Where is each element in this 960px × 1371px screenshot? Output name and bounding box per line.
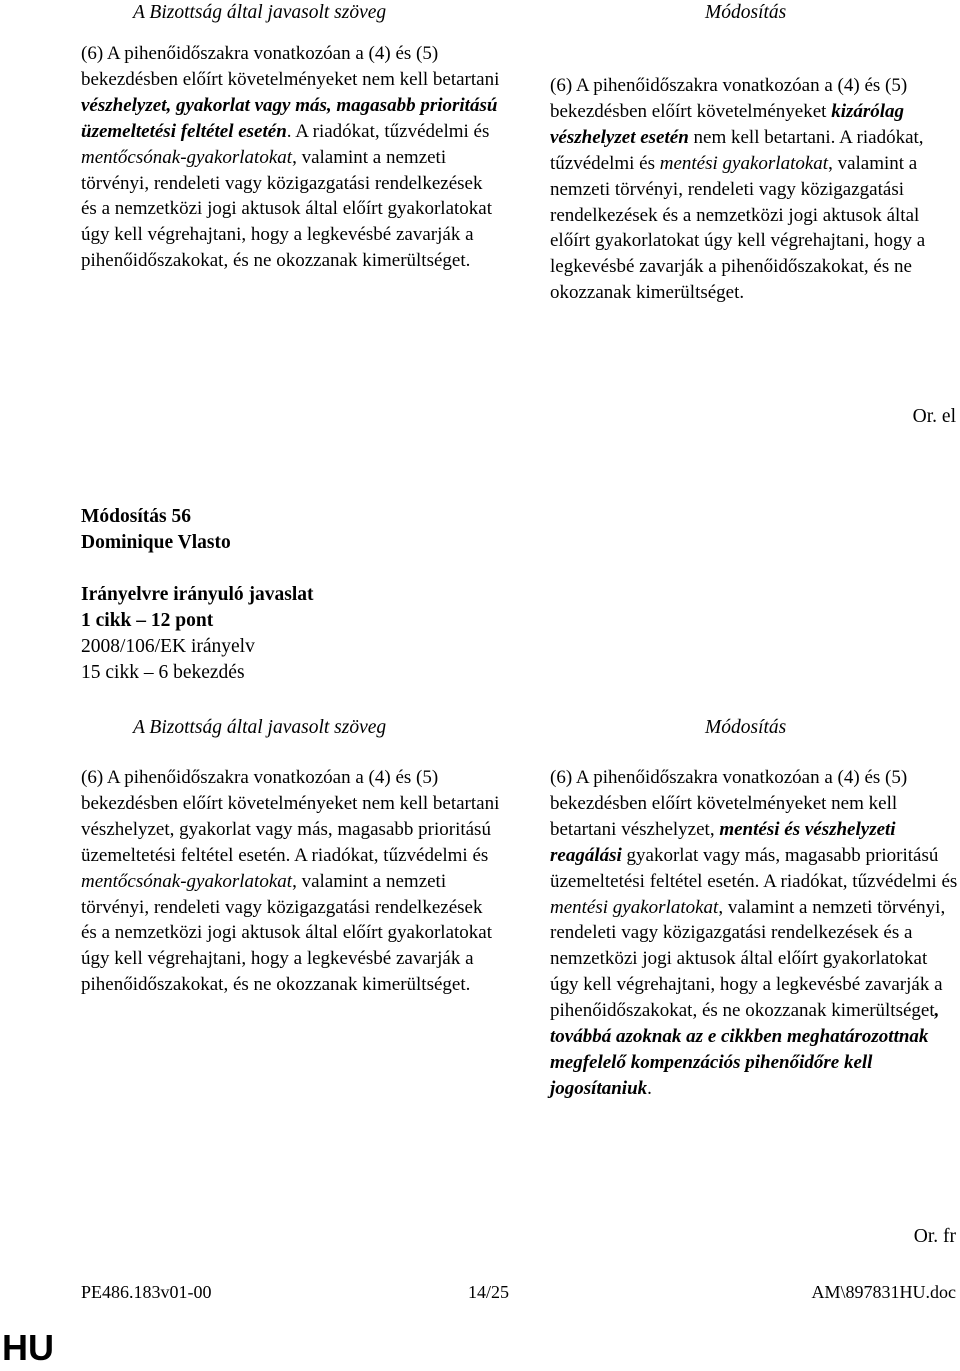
text-run-bold-italic: vészhelyzet, gyakorlat vagy más, magasabb prioritású üzemeltetési feltétel esetén <box>81 94 498 142</box>
text-run: (6) A pihenőidőszakra vonatkozóan a (4) és (5) bekezdésben előírt követelményeket nem kell betartani vészhelyzet, <box>550 767 908 840</box>
article-reference: 1 cikk – 12 pont <box>81 610 214 631</box>
footer-document-name: AM\897831HU.doc <box>811 1282 956 1302</box>
section2-left-heading: A Bizottság által javasolt szöveg <box>133 717 387 738</box>
footer-reference: PE486.183v01-00 <box>81 1282 212 1302</box>
paragraph-reference: 15 cikk – 6 bekezdés <box>81 662 245 683</box>
section2-commission-text <box>81 765 501 998</box>
text-run-italic: mentőcsónak-gyakorlatokat <box>81 870 293 892</box>
text-run: , valamint a nemzeti törvényi, rendeleti vagy közigazgatási rendelkezések és a nemzetközi jogi aktusok által előírt gyakorlatokat úgy kell végrehajtani, hogy a legkevésbé zavarják a pihenőidőszakokat, és ne okozzanak kimerültséget. <box>81 146 493 272</box>
section2-original-language: Or. fr <box>913 1226 956 1247</box>
section2-amendment-text <box>550 765 958 1102</box>
text-run: , valamint a nemzeti törvényi, rendeleti vagy közigazgatási rendelkezések és a nemzetközi jogi aktusok által előírt gyakorlatokat úgy kell végrehajtani, hogy a legkevésbé zavarják a pihenőidőszakokat, és ne okozzanak kimerültséget. <box>81 870 493 996</box>
language-code: HU <box>2 1327 54 1368</box>
text-run: , valamint a nemzeti törvényi, rendeleti vagy közigazgatási rendelkezések és a nemzetközi jogi aktusok által előírt gyakorlatokat úgy kell végrehajtani, hogy a legkevésbé zavarják a pihenőidőszakokat, és ne okozzanak kimerültséget <box>550 896 946 1022</box>
text-run: (6) A pihenőidőszakra vonatkozóan a (4) és (5) bekezdésben előírt követelményeket <box>550 75 908 122</box>
text-run-bold-italic: , továbbá azoknak az e cikkben meghatározottnak megfelelő kompenzációs pihenőidőre kell jogosítaniuk <box>550 1000 940 1099</box>
amendment-header <box>81 504 231 556</box>
section1-right-heading: Módosítás <box>705 2 787 23</box>
section2-right-heading: Módosítás <box>705 717 787 738</box>
text-run: . <box>647 1077 652 1099</box>
proposal-type: Irányelvre irányuló javaslat <box>81 584 314 605</box>
text-run: (6) A pihenőidőszakra vonatkozóan a (4) és (5) bekezdésben előírt követelményeket nem kell betartani vészhelyzet, gyakorlat vagy más, magasabb prioritású üzemeltetési feltétel esetén. A riadókat, tűzvédelmi és <box>81 767 500 866</box>
text-run-italic: mentési gyakorlatokat <box>550 896 719 918</box>
section1-amendment-text <box>550 73 958 306</box>
text-run-italic: mentési gyakorlatokat <box>659 152 829 174</box>
amendment-number: Módosítás 56 <box>81 506 191 527</box>
text-run-bold-italic: mentési és vészhelyzeti reagálási <box>550 818 896 866</box>
text-run: . A riadókat, tűzvédelmi és <box>286 120 490 142</box>
footer-page-number: 14/25 <box>468 1282 510 1302</box>
section1-commission-text <box>81 41 501 274</box>
text-run: (6) A pihenőidőszakra vonatkozóan a (4) és (5) bekezdésben előírt követelményeket nem kell betartani <box>81 43 500 90</box>
text-run: gyakorlat vagy más, magasabb prioritású üzemeltetési feltétel esetén. A riadókat, tűzvédelmi és <box>550 844 958 892</box>
directive-reference: 2008/106/EK irányelv <box>81 636 255 657</box>
text-run: nem kell betartani. A riadókat, tűzvédelmi és <box>550 126 924 174</box>
text-run-bold-italic: kizárólag vészhelyzet esetén <box>550 100 905 148</box>
section1-left-heading: A Bizottság által javasolt szöveg <box>133 2 387 23</box>
text-run: , valamint a nemzeti törvényi, rendeleti vagy közigazgatási rendelkezések és a nemzetközi jogi aktusok által előírt gyakorlatokat úgy kell végrehajtani, hogy a legkevésbé zavarják a pihenőidőszakokat, és ne okozzanak kimerültséget. <box>550 152 926 304</box>
amendment-reference <box>81 582 314 686</box>
section1-original-language: Or. el <box>912 406 956 427</box>
text-run-italic: mentőcsónak-gyakorlatokat <box>81 146 293 168</box>
amendment-author: Dominique Vlasto <box>81 532 231 553</box>
